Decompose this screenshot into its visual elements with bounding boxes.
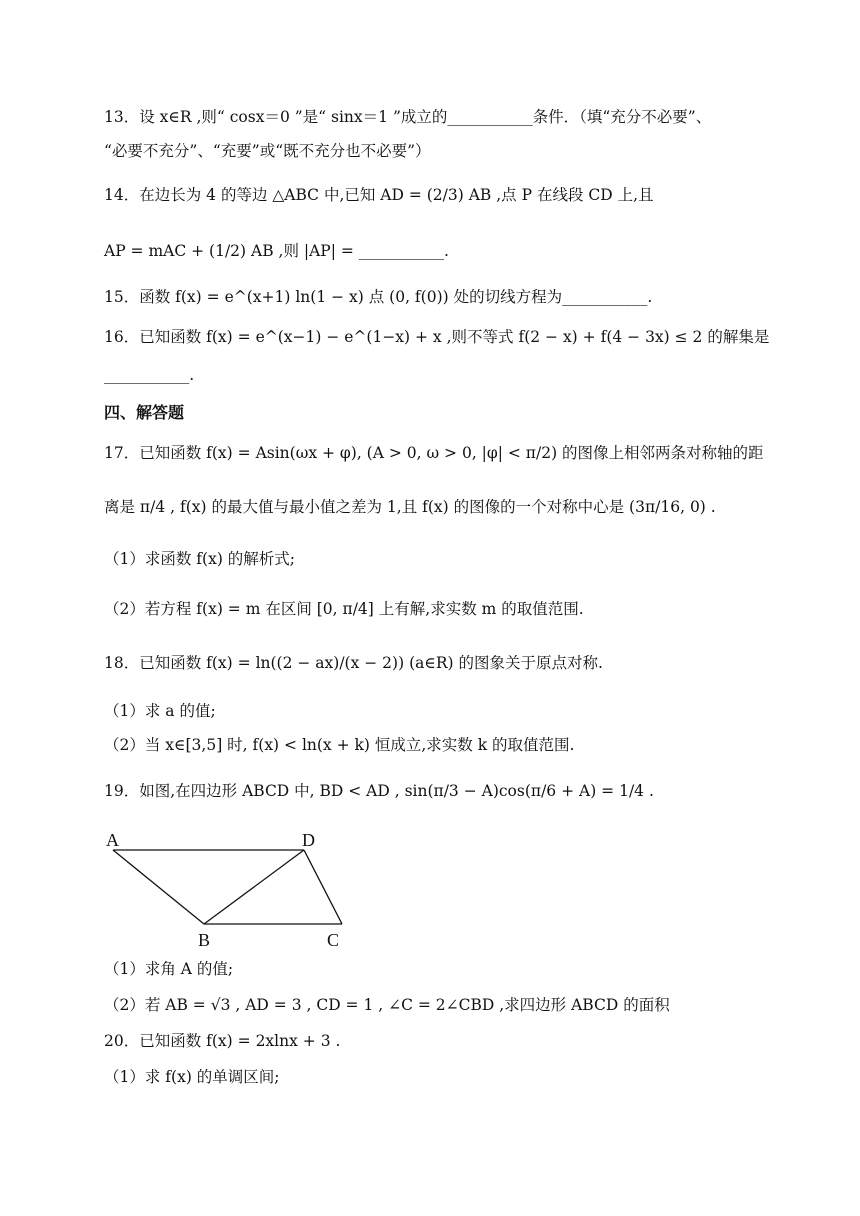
- problem-13-line-2: “必要不充分”、“充要”或“既不充分也不必要”）: [104, 142, 431, 160]
- problem-15-line-1: 15．函数 f(x) = e^(x+1) ln(1 − x) 点 (0, f(0)) 处的切线方程为___________.: [104, 288, 653, 306]
- vertex-label-d: D: [302, 830, 315, 850]
- problem-16-line-2: ___________.: [104, 366, 195, 384]
- problem-14-line-2: AP = mAC + (1/2) AB ,则 |AP| = ___________.: [104, 242, 449, 260]
- problem-19-question-1: （1）求角 A 的值;: [104, 960, 234, 978]
- edge-dc: [304, 850, 342, 924]
- problem-18-question-2: （2）当 x∈[3,5] 时, f(x) < ln(x + k) 恒成立,求实数 k 的取值范围.: [104, 736, 575, 754]
- vertex-label-a: A: [106, 830, 119, 850]
- problem-20-line-1: 20．已知函数 f(x) = 2xlnx + 3 .: [104, 1032, 341, 1050]
- vertex-label-c: C: [327, 930, 340, 950]
- problem-17-line-1: 17．已知函数 f(x) = Asin(ωx + φ), (A > 0, ω > 0, |φ| < π/2) 的图像上相邻两条对称轴的距: [104, 444, 764, 462]
- problem-18-question-1: （1）求 a 的值;: [104, 702, 216, 720]
- problem-14-line-1: 14．在边长为 4 的等边 △ABC 中,已知 AD = (2/3) AB ,点 P 在线段 CD 上,且: [104, 186, 654, 204]
- problem-17-question-2: （2）若方程 f(x) = m 在区间 [0, π/4] 上有解,求实数 m 的取值范围.: [104, 600, 584, 618]
- problem-19-question-2: （2）若 AB = √3 , AD = 3 , CD = 1 , ∠C = 2∠CBD ,求四边形 ABCD 的面积: [104, 996, 670, 1014]
- problem-17-line-2: 离是 π/4 , f(x) 的最大值与最小值之差为 1,且 f(x) 的图像的一个对称中心是 (3π/16, 0) .: [104, 498, 716, 516]
- problem-16-line-1: 16．已知函数 f(x) = e^(x−1) − e^(1−x) + x ,则不等式 f(2 − x) + f(4 − 3x) ≤ 2 的解集是: [104, 328, 770, 346]
- vertex-label-b: B: [198, 930, 211, 950]
- problem-17-question-1: （1）求函数 f(x) 的解析式;: [104, 550, 296, 568]
- problem-13-line-1: 13．设 x∈R ,则“ cosx＝0 ”是“ sinx＝1 ”成立的___________条件．（填“充分不必要”、: [104, 108, 712, 126]
- problem-19-line-1: 19．如图,在四边形 ABCD 中, BD < AD , sin(π/3 − A)cos(π/6 + A) = 1/4 .: [104, 782, 654, 800]
- section-title: 四、解答题: [104, 403, 185, 422]
- edge-ab: [113, 850, 204, 924]
- problem-20-question-1: （1）求 f(x) 的单调区间;: [104, 1068, 280, 1086]
- edge-bd: [204, 850, 304, 924]
- problem-18-line-1: 18．已知函数 f(x) = ln((2 − ax)/(x − 2)) (a∈R) 的图象关于原点对称.: [104, 654, 603, 672]
- quadrilateral-figure: [104, 826, 354, 950]
